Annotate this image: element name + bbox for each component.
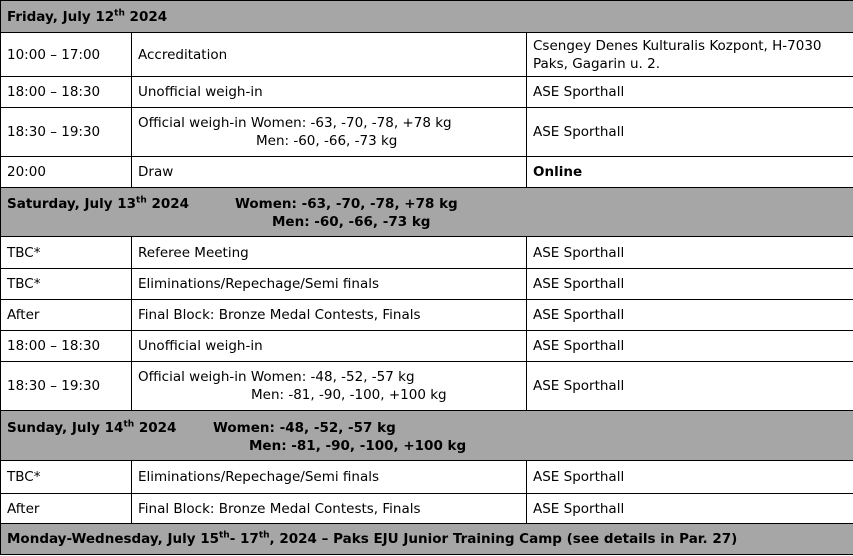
venue-line: Paks, Gagarin u. 2. bbox=[533, 55, 660, 72]
camp-part1: Monday-Wednesday, July 15 bbox=[7, 531, 219, 547]
day-sup: th bbox=[136, 195, 147, 206]
activity-cell bbox=[132, 362, 527, 411]
day-sup: th bbox=[114, 8, 125, 18]
day-header-line1 bbox=[7, 195, 847, 213]
camp-sup1: th bbox=[219, 530, 230, 541]
venue-cell: ASE Sporthall bbox=[527, 77, 853, 108]
time-cell: After bbox=[1, 300, 132, 331]
activity-cell: Final Block: Bronze Medal Contests, Finals bbox=[132, 494, 527, 524]
table-row bbox=[1, 237, 853, 269]
day-header-friday bbox=[1, 1, 853, 33]
venue-line: Csengey Denes Kulturalis Kozpont, H-7030 bbox=[533, 37, 822, 54]
venue-cell: ASE Sporthall bbox=[527, 237, 853, 269]
table-row bbox=[1, 331, 853, 362]
day-header-line1 bbox=[7, 419, 847, 437]
table-row bbox=[1, 157, 853, 188]
day-label: Saturday, July 13 bbox=[7, 196, 137, 212]
table-row bbox=[1, 269, 853, 300]
day-header-cell bbox=[1, 524, 853, 555]
day-header-saturday bbox=[1, 188, 853, 237]
venue-cell: ASE Sporthall bbox=[527, 269, 853, 300]
day-year: 2024 bbox=[124, 8, 168, 25]
day-header-cell bbox=[1, 1, 853, 33]
women-categories: Women: -63, -70, -78, +78 kg bbox=[235, 196, 458, 212]
camp-part2: - 17 bbox=[229, 531, 259, 547]
activity-cell: Final Block: Bronze Medal Contests, Finals bbox=[132, 300, 527, 331]
table-row bbox=[1, 362, 853, 411]
women-categories: Women: -48, -52, -57 kg bbox=[213, 419, 396, 436]
venue-cell: ASE Sporthall bbox=[527, 461, 853, 494]
venue-cell: ASE Sporthall bbox=[527, 331, 853, 362]
activity-line: Official weigh-in Women: -63, -70, -78, +78 kg bbox=[138, 115, 452, 131]
activity-cell: Draw bbox=[132, 157, 527, 188]
time-cell: 18:00 – 18:30 bbox=[1, 331, 132, 362]
table-row bbox=[1, 461, 853, 494]
time-cell: TBC* bbox=[1, 269, 132, 300]
activity-line: Official weigh-in Women: -48, -52, -57 kg bbox=[138, 369, 415, 385]
camp-part3: , 2024 – Paks EJU Junior Training Camp (see details in Par. 27) bbox=[269, 531, 738, 547]
time-cell: 10:00 – 17:00 bbox=[1, 33, 132, 77]
time-cell: TBC* bbox=[1, 237, 132, 269]
venue-cell: ASE Sporthall bbox=[527, 494, 853, 524]
activity-cell bbox=[132, 108, 527, 157]
activity-line: Men: -81, -90, -100, +100 kg bbox=[251, 387, 447, 403]
day-label: Friday, July 12 bbox=[7, 8, 115, 25]
time-cell: TBC* bbox=[1, 461, 132, 494]
day-header-cell bbox=[1, 188, 853, 237]
table-row bbox=[1, 33, 853, 77]
activity-cell: Eliminations/Repechage/Semi finals bbox=[132, 269, 527, 300]
day-header-training-camp bbox=[1, 524, 853, 555]
day-label: Sunday, July 14 bbox=[7, 419, 124, 436]
activity-cell: Accreditation bbox=[132, 33, 527, 77]
venue-cell: ASE Sporthall bbox=[527, 362, 853, 411]
day-header-sunday bbox=[1, 411, 853, 461]
activity-line: Men: -60, -66, -73 kg bbox=[256, 133, 398, 149]
time-cell: 18:30 – 19:30 bbox=[1, 362, 132, 411]
day-sup: th bbox=[123, 419, 135, 429]
activity-cell: Unofficial weigh-in bbox=[132, 331, 527, 362]
table-row bbox=[1, 494, 853, 524]
time-cell: 18:30 – 19:30 bbox=[1, 108, 132, 157]
table-row bbox=[1, 77, 853, 108]
table-row bbox=[1, 300, 853, 331]
men-categories: Men: -60, -66, -73 kg bbox=[272, 214, 431, 230]
day-year: 2024 bbox=[146, 196, 190, 212]
time-cell: 18:00 – 18:30 bbox=[1, 77, 132, 108]
activity-cell: Unofficial weigh-in bbox=[132, 77, 527, 108]
venue-cell: ASE Sporthall bbox=[527, 108, 853, 157]
day-header-cell bbox=[1, 411, 853, 461]
day-year: 2024 bbox=[134, 419, 177, 436]
time-cell: After bbox=[1, 494, 132, 524]
table-row bbox=[1, 108, 853, 157]
camp-sup2: th bbox=[258, 530, 270, 541]
venue-cell bbox=[527, 33, 853, 77]
activity-cell: Referee Meeting bbox=[132, 237, 527, 269]
venue-cell: Online bbox=[527, 157, 853, 188]
activity-cell: Eliminations/Repechage/Semi finals bbox=[132, 461, 527, 494]
venue-cell: ASE Sporthall bbox=[527, 300, 853, 331]
men-categories: Men: -81, -90, -100, +100 kg bbox=[249, 437, 467, 454]
time-cell: 20:00 bbox=[1, 157, 132, 188]
